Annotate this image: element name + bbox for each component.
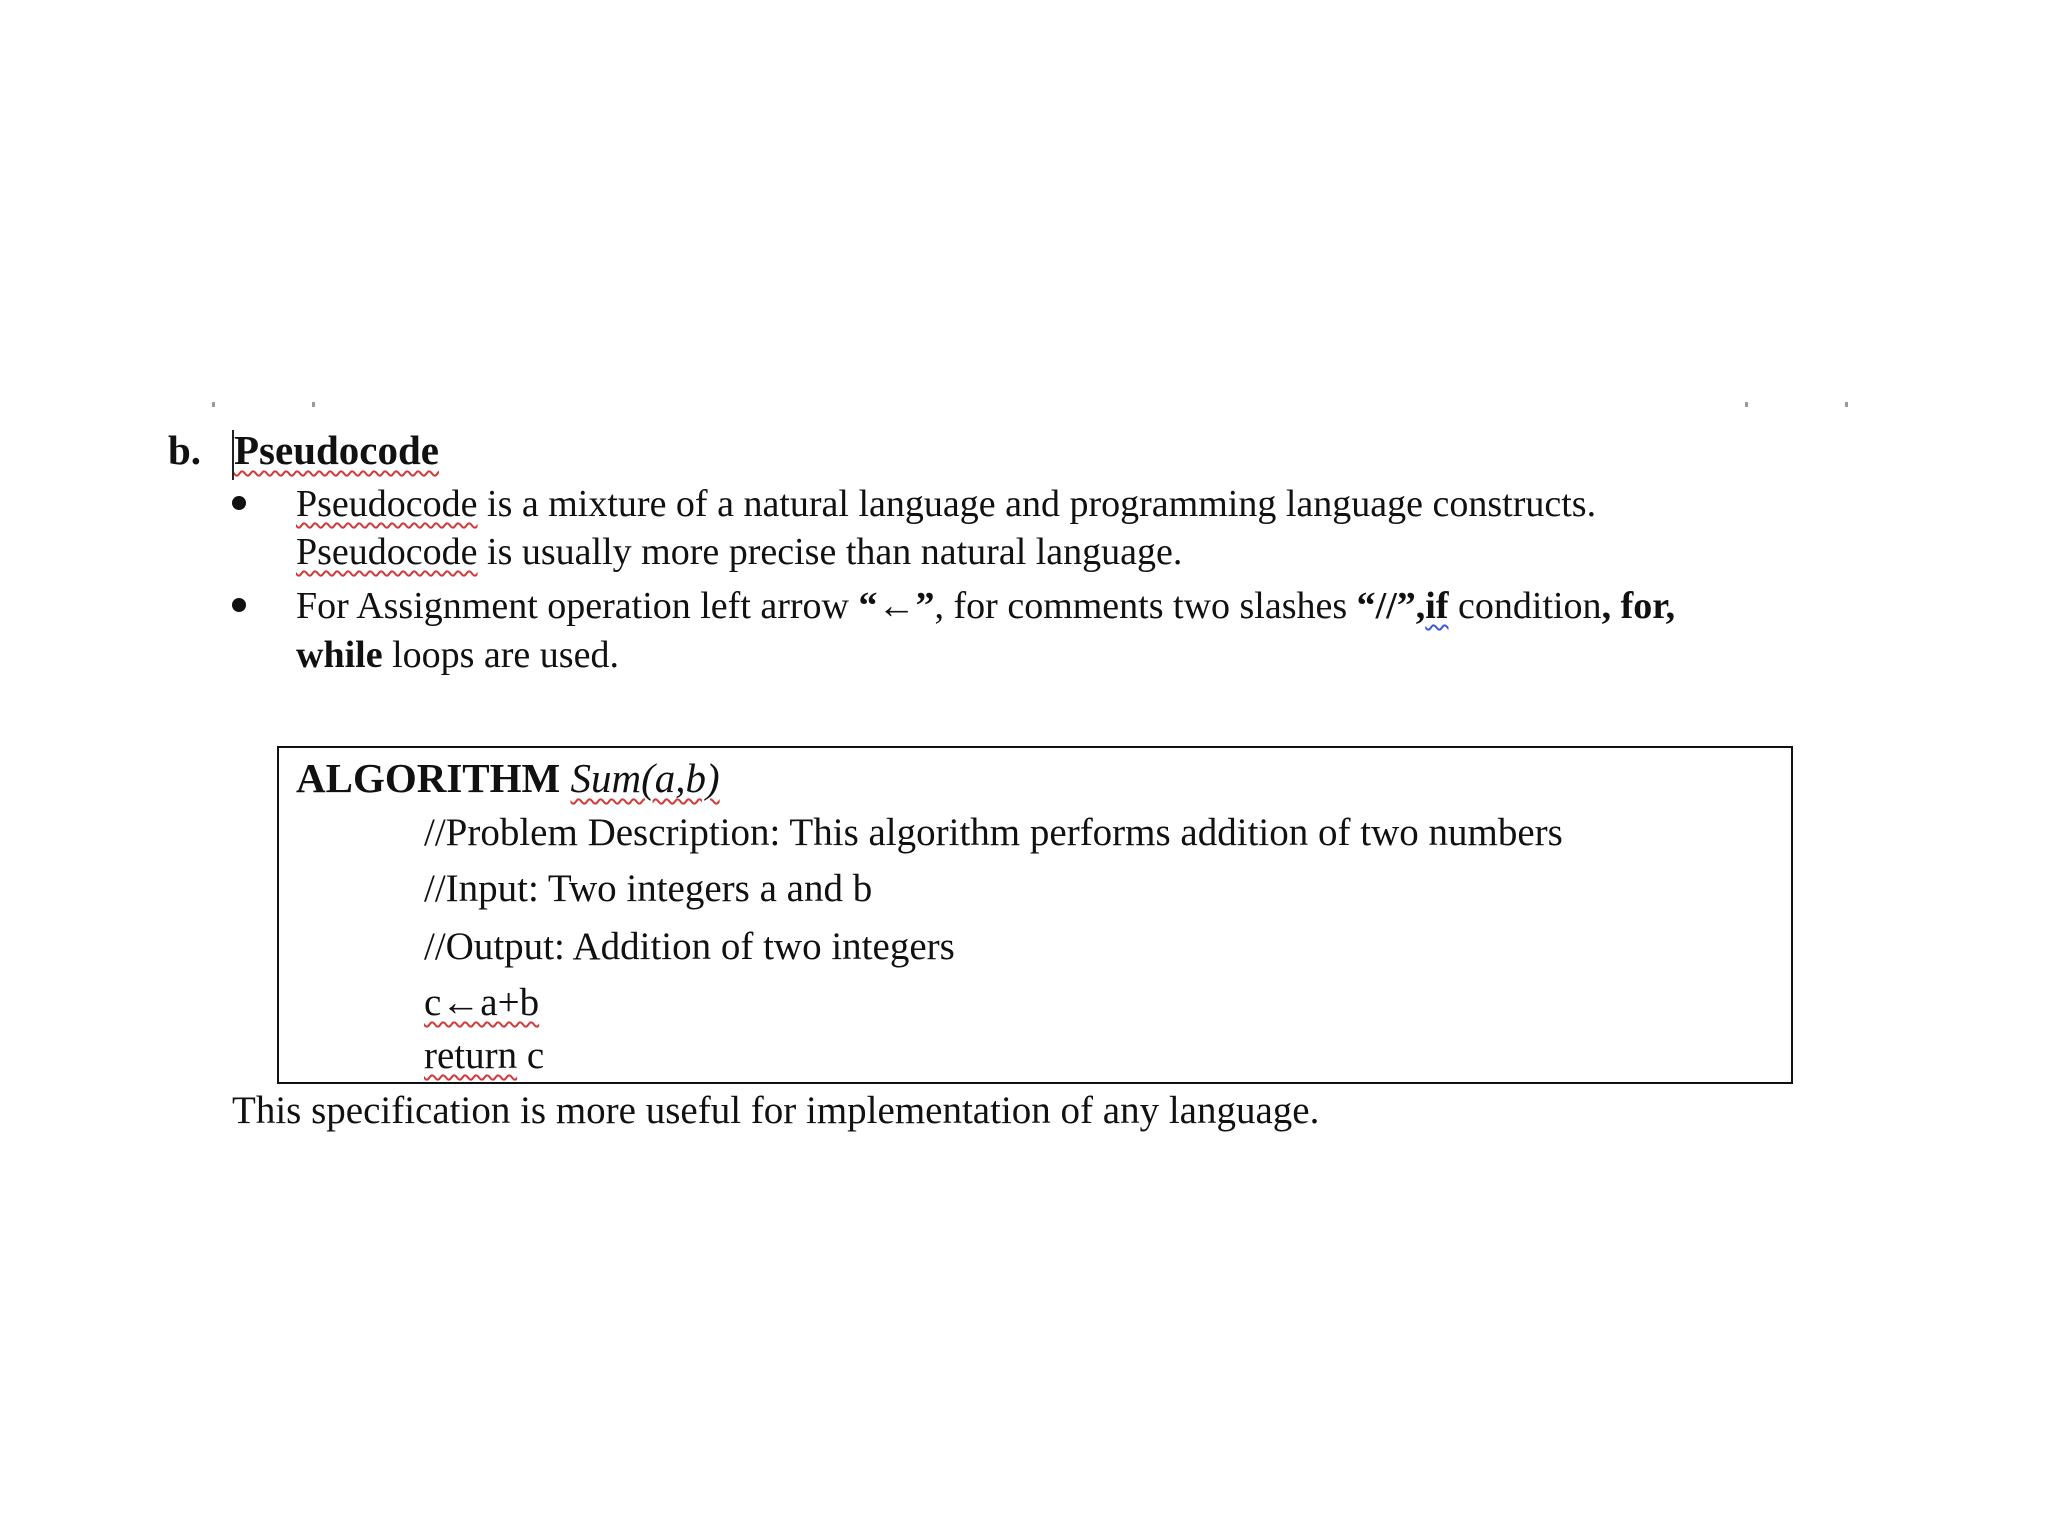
crop-mark [212,402,215,407]
algorithm-box [277,746,1793,1084]
summary-text: This specification is more useful for implementation of any language. [232,1089,1320,1132]
bullet-text: For Assignment operation left arrow [296,585,859,627]
section-label: b. [168,427,202,473]
bullet-text: loops are used. [382,634,619,676]
comment-symbol: “//” [1356,585,1416,627]
keyword-if: if [1425,585,1449,627]
algorithm-line: //Problem Description: This algorithm performs addition of two numbers [424,811,1563,854]
bullet-text: is a mixture of a natural language and programming language constructs. [477,483,1597,525]
section-heading [168,426,439,474]
section-title: Pseudocode [234,427,439,473]
bullet-text: , [1415,585,1426,627]
crop-mark [1845,402,1848,407]
term-pseudocode: Pseudocode [296,483,478,525]
bullet-icon [232,598,246,612]
bullet-text: , for comments two slashes [934,585,1357,627]
crop-mark [312,402,315,407]
return-keyword: return [424,1034,518,1077]
crop-mark [1745,402,1748,407]
algorithm-line [424,980,539,1025]
algorithm-header [296,754,720,802]
assignment-symbol: “←” [858,585,935,627]
bullet-icon [232,496,246,510]
bullet-text: condition [1448,585,1602,627]
algorithm-line: //Input: Two integers a and b [424,867,873,910]
keyword-for: , for, [1601,585,1676,627]
list-item [230,480,1890,576]
bullet-text: is usually more precise than natural language. [477,531,1183,573]
term-pseudocode: Pseudocode [296,531,478,573]
return-value: c [517,1034,545,1077]
algorithm-line [424,1033,544,1078]
algorithm-line: //Output: Addition of two integers [424,925,955,968]
list-item [230,582,1890,680]
bullet-list [230,480,1890,680]
keyword-while: while [296,634,383,676]
assignment-statement: c←a+b [424,981,540,1024]
algorithm-keyword: ALGORITHM [296,755,561,801]
algorithm-signature: Sum(a,b) [570,755,720,801]
